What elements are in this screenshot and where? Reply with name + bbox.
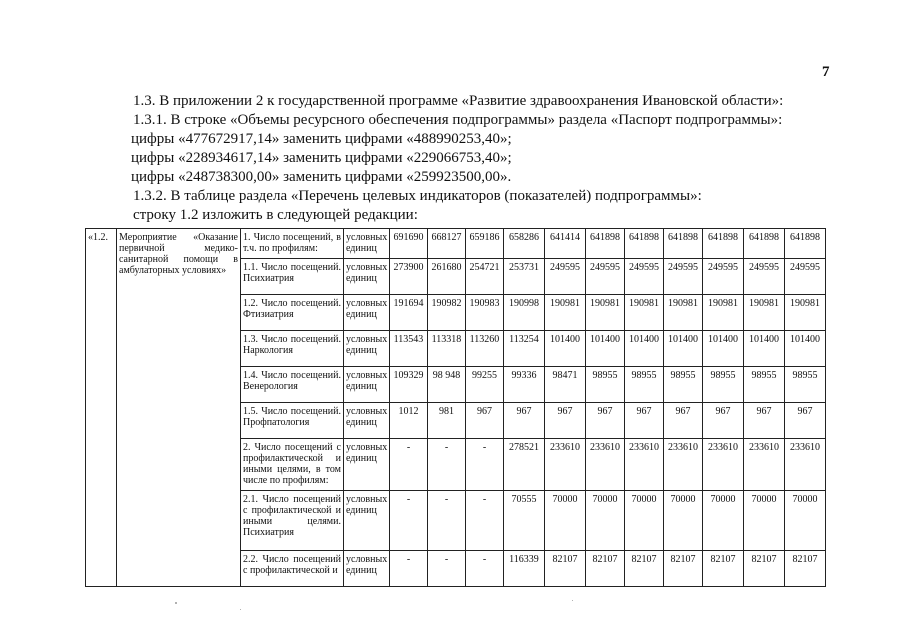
value-cell: 249595 (586, 259, 625, 295)
measure-cell: Мероприятие «Оказание первичной медико-санитарной помощи в амбулаторных условиях» (117, 229, 241, 587)
value-cell: 190981 (785, 295, 826, 331)
table-row (86, 229, 862, 259)
indicator-table (85, 228, 862, 587)
paragraph-digits-1: цифры «477672917,14» заменить цифрами «488990253,40»; (131, 131, 512, 147)
value-cell: 659186 (466, 229, 504, 259)
value-cell: 967 (703, 403, 744, 439)
value-cell: 101400 (744, 331, 785, 367)
value-cell: - (390, 439, 428, 491)
value-cell: - (390, 551, 428, 587)
indicator-cell: 1. Число посещений, в т.ч. по профилям: (241, 229, 344, 259)
indicator-cell: 1.1. Число посещений. Психиатрия (241, 259, 344, 295)
value-cell: 99255 (466, 367, 504, 403)
value-cell: 70000 (586, 491, 625, 551)
value-cell: 98955 (664, 367, 703, 403)
unit-cell: условных единиц (344, 367, 390, 403)
value-cell: 190983 (466, 295, 504, 331)
value-cell: 254721 (466, 259, 504, 295)
value-cell: 249595 (545, 259, 586, 295)
value-cell: 658286 (504, 229, 545, 259)
value-cell: - (428, 491, 466, 551)
page-number: 7 (822, 64, 830, 80)
value-cell: 113260 (466, 331, 504, 367)
value-cell: 82107 (625, 551, 664, 587)
value-cell: 98955 (625, 367, 664, 403)
paragraph-1-3-1: 1.3.1. В строке «Объемы ресурсного обеспечения подпрограммы» раздела «Паспорт подпрограммы»: (133, 112, 783, 128)
value-cell: 967 (466, 403, 504, 439)
value-cell: 981 (428, 403, 466, 439)
value-cell: 98471 (545, 367, 586, 403)
value-cell: 191694 (390, 295, 428, 331)
value-cell: 98 948 (428, 367, 466, 403)
value-cell: 1012 (390, 403, 428, 439)
value-cell: 668127 (428, 229, 466, 259)
value-cell: 967 (785, 403, 826, 439)
value-cell: 82107 (785, 551, 826, 587)
value-cell: 641414 (545, 229, 586, 259)
value-cell: 101400 (703, 331, 744, 367)
value-cell: 233610 (586, 439, 625, 491)
value-cell: 190981 (625, 295, 664, 331)
value-cell: 101400 (625, 331, 664, 367)
value-cell: 99336 (504, 367, 545, 403)
value-cell: 190981 (744, 295, 785, 331)
value-cell: 82107 (744, 551, 785, 587)
value-cell: 249595 (703, 259, 744, 295)
paragraph-1-3-2: 1.3.2. В таблице раздела «Перечень целевых индикаторов (показателей) подпрограммы»: (133, 188, 702, 204)
value-cell: 113318 (428, 331, 466, 367)
value-cell: - (428, 439, 466, 491)
value-cell: 249595 (744, 259, 785, 295)
value-cell: 967 (586, 403, 625, 439)
value-cell: 101400 (664, 331, 703, 367)
value-cell: 967 (744, 403, 785, 439)
value-cell: 70000 (625, 491, 664, 551)
unit-cell: условных единиц (344, 331, 390, 367)
value-cell: 253731 (504, 259, 545, 295)
value-cell: 82107 (703, 551, 744, 587)
value-cell: 261680 (428, 259, 466, 295)
value-cell: 233610 (664, 439, 703, 491)
value-cell: 641898 (703, 229, 744, 259)
paragraph-row-instruction: строку 1.2 изложить в следующей редакции: (133, 207, 418, 223)
value-cell: 101400 (785, 331, 826, 367)
indicator-cell: 2.2. Число посещений с профилактической и (241, 551, 344, 587)
value-cell: 101400 (545, 331, 586, 367)
value-cell: 249595 (785, 259, 826, 295)
value-cell: 233610 (785, 439, 826, 491)
paragraph-digits-2: цифры «228934617,14» заменить цифрами «229066753,40»; (131, 150, 512, 166)
value-cell: - (390, 491, 428, 551)
value-cell: 233610 (625, 439, 664, 491)
document-text (133, 92, 833, 225)
value-cell: 641898 (744, 229, 785, 259)
value-cell: 70000 (744, 491, 785, 551)
unit-cell: условных единиц (344, 551, 390, 587)
value-cell: 113543 (390, 331, 428, 367)
value-cell: 98955 (785, 367, 826, 403)
unit-cell: условных единиц (344, 295, 390, 331)
value-cell: 82107 (664, 551, 703, 587)
value-cell: 233610 (545, 439, 586, 491)
value-cell: 113254 (504, 331, 545, 367)
value-cell: 116339 (504, 551, 545, 587)
value-cell: 233610 (744, 439, 785, 491)
unit-cell: условных единиц (344, 229, 390, 259)
value-cell: 967 (664, 403, 703, 439)
unit-cell: условных единиц (344, 259, 390, 295)
indicator-cell: 2. Число посещений с профилактической и иными целями, в том числе по профилям: (241, 439, 344, 491)
value-cell: 82107 (586, 551, 625, 587)
unit-cell: условных единиц (344, 403, 390, 439)
value-cell: 967 (625, 403, 664, 439)
indicator-cell: 1.2. Число посещений. Фтизиатрия (241, 295, 344, 331)
indicator-cell: 1.5. Число посещений. Профпатология (241, 403, 344, 439)
value-cell: 641898 (586, 229, 625, 259)
value-cell: 249595 (625, 259, 664, 295)
value-cell: 82107 (545, 551, 586, 587)
value-cell: 98955 (703, 367, 744, 403)
value-cell: 190998 (504, 295, 545, 331)
value-cell: 641898 (785, 229, 826, 259)
indicator-cell: 2.1. Число посещений с профилактической и иными целями. Психиатрия (241, 491, 344, 551)
paragraph-digits-3: цифры «248738300,00» заменить цифрами «259923500,00». (131, 169, 512, 185)
value-cell: 967 (545, 403, 586, 439)
value-cell: 233610 (703, 439, 744, 491)
value-cell: 70555 (504, 491, 545, 551)
value-cell: 278521 (504, 439, 545, 491)
value-cell: - (466, 439, 504, 491)
value-cell: 70000 (703, 491, 744, 551)
value-cell: - (466, 551, 504, 587)
value-cell: 70000 (545, 491, 586, 551)
value-cell: - (466, 491, 504, 551)
indicator-cell: 1.3. Число посещений. Наркология (241, 331, 344, 367)
value-cell: 98955 (586, 367, 625, 403)
unit-cell: условных единиц (344, 439, 390, 491)
value-cell: 249595 (664, 259, 703, 295)
value-cell: 101400 (586, 331, 625, 367)
value-cell: 98955 (744, 367, 785, 403)
value-cell: 70000 (664, 491, 703, 551)
value-cell: 641898 (625, 229, 664, 259)
value-cell: 190981 (545, 295, 586, 331)
value-cell: 190981 (703, 295, 744, 331)
value-cell: 273900 (390, 259, 428, 295)
value-cell: 641898 (664, 229, 703, 259)
indicator-cell: 1.4. Число посещений. Венерология (241, 367, 344, 403)
value-cell: 691690 (390, 229, 428, 259)
value-cell: 190981 (586, 295, 625, 331)
row-code-cell: «1.2. (86, 229, 117, 587)
unit-cell: условных единиц (344, 491, 390, 551)
value-cell: 190981 (664, 295, 703, 331)
value-cell: 190982 (428, 295, 466, 331)
paragraph-1-3: 1.3. В приложении 2 к государственной программе «Развитие здравоохранения Ивановской области»: (133, 93, 784, 109)
value-cell: - (428, 551, 466, 587)
value-cell: 70000 (785, 491, 826, 551)
value-cell: 967 (504, 403, 545, 439)
value-cell: 109329 (390, 367, 428, 403)
